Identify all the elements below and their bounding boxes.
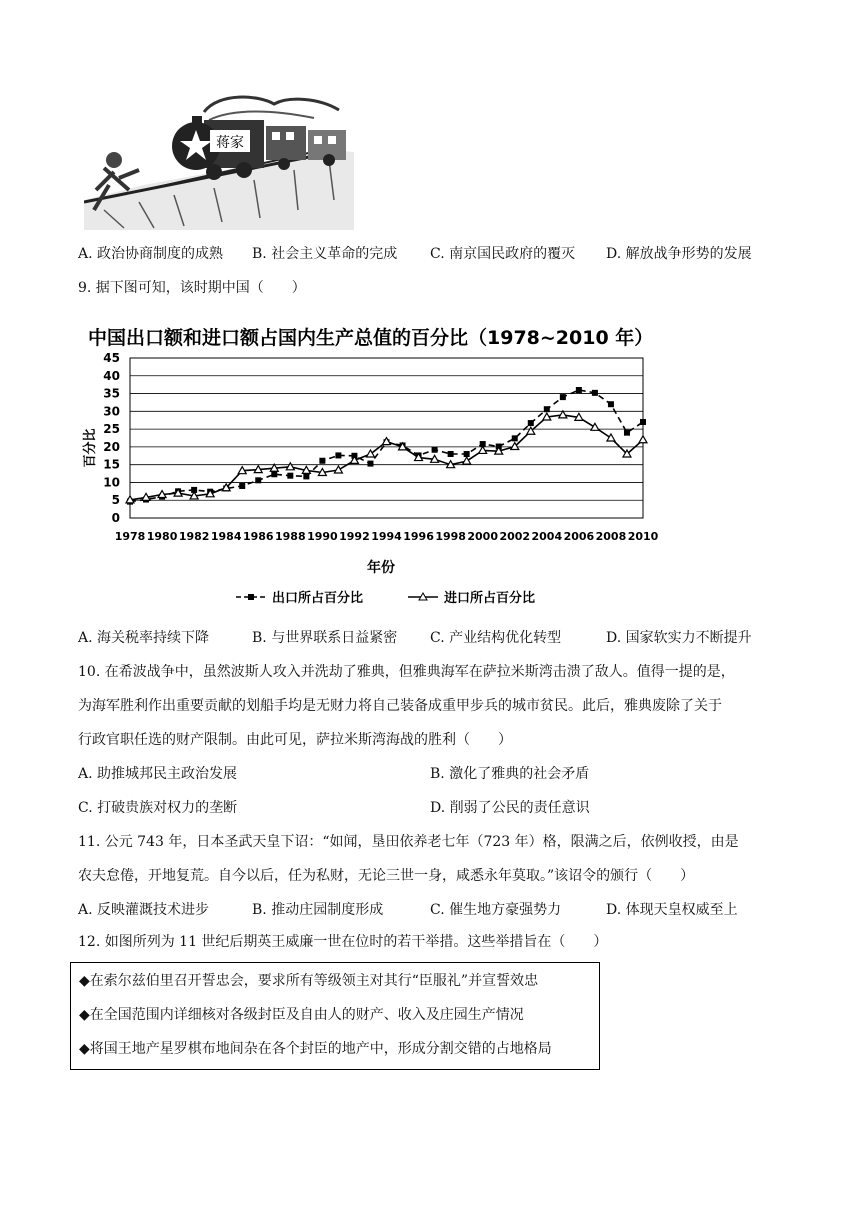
y-tick-label: 45 bbox=[103, 351, 120, 365]
data-point-export bbox=[287, 473, 293, 479]
q9-option-a[interactable]: A. 海关税率持续下降 bbox=[78, 630, 210, 646]
x-tick-label: 1994 bbox=[371, 530, 402, 543]
y-tick-label: 20 bbox=[103, 439, 120, 454]
data-point-export bbox=[255, 477, 261, 483]
q12-stem: 12. 如图所列为 11 世纪后期英王威廉一世在位时的若干举措。这些举措旨在（ ） bbox=[78, 934, 608, 950]
chart-y-ticks bbox=[103, 351, 120, 525]
y-tick-label: 0 bbox=[111, 511, 120, 525]
q11-option-d[interactable]: D. 体现天皇权威至上 bbox=[606, 902, 738, 918]
data-point-export bbox=[335, 452, 341, 458]
x-tick-label: 2004 bbox=[531, 530, 563, 543]
x-tick-label: 1988 bbox=[275, 530, 306, 543]
data-point-export bbox=[512, 435, 518, 441]
q10-option-c[interactable]: C. 打破贵族对权力的垄断 bbox=[78, 800, 238, 816]
legend-marker-square bbox=[248, 594, 254, 600]
legend-label-1: 出口所占百分比 bbox=[272, 591, 364, 606]
chart-series bbox=[126, 387, 647, 505]
data-point-import bbox=[607, 434, 615, 441]
q9-option-b[interactable]: B. 与世界联系日益紧密 bbox=[252, 630, 398, 646]
train-label: 蒋家 bbox=[216, 135, 244, 151]
x-tick-label: 2008 bbox=[595, 530, 627, 543]
y-tick-label: 25 bbox=[103, 422, 120, 437]
y-tick-label: 10 bbox=[103, 475, 120, 490]
q8-option-b[interactable]: B. 社会主义革命的完成 bbox=[252, 246, 398, 262]
x-tick-label: 2010 bbox=[627, 530, 659, 543]
data-point-import bbox=[334, 466, 342, 473]
q10-option-d[interactable]: D. 削弱了公民的责任意识 bbox=[430, 800, 590, 816]
x-tick-label: 1992 bbox=[339, 530, 370, 543]
data-point-export bbox=[239, 483, 245, 489]
x-tick-label: 1990 bbox=[307, 530, 338, 543]
data-point-export bbox=[319, 458, 325, 464]
data-point-export bbox=[640, 419, 646, 425]
x-tick-label: 1984 bbox=[210, 530, 242, 543]
q11-option-c[interactable]: C. 催生地方豪强势力 bbox=[430, 902, 562, 918]
q10-option-a[interactable]: A. 助推城邦民主政治发展 bbox=[78, 766, 238, 782]
data-point-import bbox=[463, 457, 471, 464]
q9-stem: 9. 据下图可知，该时期中国（ ） bbox=[78, 280, 306, 296]
q10-option-b[interactable]: B. 激化了雅典的社会矛盾 bbox=[430, 766, 590, 782]
q12-measure-3: ◆将国王地产星罗棋布地间杂在各个封臣的地产中，形成分割交错的占地格局 bbox=[79, 1041, 552, 1057]
series-line-2 bbox=[130, 415, 643, 500]
y-tick-label: 30 bbox=[103, 404, 120, 419]
data-point-export bbox=[448, 451, 454, 457]
x-tick-label: 1998 bbox=[435, 530, 466, 543]
y-tick-label: 35 bbox=[103, 386, 120, 401]
q11-option-a[interactable]: A. 反映灌溉技术进步 bbox=[78, 902, 210, 918]
q10-stem-line-2: 为海军胜利作出重要贡献的划船手均是无财力将自己装备成重甲步兵的城市贫民。此后，雅典废除了关于 bbox=[78, 698, 722, 714]
q12-measure-1: ◆在索尔兹伯里召开誓忠会，要求所有等级领主对其行“臣服礼”并宣誓效忠 bbox=[79, 973, 539, 989]
q9-option-d[interactable]: D. 国家软实力不断提升 bbox=[606, 630, 752, 646]
data-point-export bbox=[560, 394, 566, 400]
q9-option-c[interactable]: C. 产业结构优化转型 bbox=[430, 630, 562, 646]
q12-measure-2: ◆在全国范围内详细核对各级封臣及自由人的财产、收入及庄园生产情况 bbox=[79, 1007, 524, 1023]
chart-x-axis-label: 年份 bbox=[367, 560, 395, 576]
trade-percentage-chart bbox=[78, 318, 678, 614]
data-point-export bbox=[528, 420, 534, 426]
q8-option-c[interactable]: C. 南京国民政府的覆灭 bbox=[430, 246, 576, 262]
q11-option-b[interactable]: B. 推动庄园制度形成 bbox=[252, 902, 384, 918]
y-tick-label: 5 bbox=[111, 493, 120, 508]
train-cartoon-illustration bbox=[84, 90, 354, 230]
data-point-export bbox=[271, 471, 277, 477]
legend-label-2: 进口所占百分比 bbox=[444, 591, 536, 606]
data-point-export bbox=[608, 401, 614, 407]
q11-stem-line-1: 11. 公元 743 年，日本圣武天皇下诏：“如闻，垦田依养老七年（723 年）格，限满之后，依例收授，由是 bbox=[78, 834, 739, 850]
x-tick-label: 2000 bbox=[467, 530, 498, 543]
data-point-export bbox=[367, 461, 373, 467]
x-tick-label: 2002 bbox=[499, 530, 531, 543]
data-point-export bbox=[576, 387, 582, 393]
data-point-export bbox=[544, 406, 550, 412]
x-tick-label: 1986 bbox=[242, 530, 274, 543]
q8-option-a[interactable]: A. 政治协商制度的成熟 bbox=[78, 246, 224, 262]
q8-option-d[interactable]: D. 解放战争形势的发展 bbox=[606, 246, 752, 262]
data-point-import bbox=[591, 423, 599, 430]
chart-y-axis-label: 百分比 bbox=[83, 428, 98, 468]
series-line-1 bbox=[130, 390, 643, 502]
data-point-export bbox=[303, 473, 309, 479]
x-tick-label: 1980 bbox=[146, 530, 178, 543]
q10-stem-line-1: 10. 在希波战争中，虽然波斯人攻入并洗劫了雅典，但雅典海军在萨拉米斯湾击溃了敌人。值得一提的是， bbox=[78, 664, 735, 680]
data-point-import bbox=[639, 436, 647, 443]
data-point-export bbox=[592, 390, 598, 396]
data-point-import bbox=[559, 411, 567, 418]
x-tick-label: 2006 bbox=[563, 530, 595, 543]
q10-stem-line-3: 行政官职任选的财产限制。由此可见，萨拉米斯湾海战的胜利（ ） bbox=[78, 732, 512, 748]
chart-title: 中国出口额和进口额占国内生产总值的百分比（1978~2010 年） bbox=[88, 327, 654, 349]
x-tick-label: 1996 bbox=[403, 530, 434, 543]
data-point-export bbox=[624, 430, 630, 436]
y-tick-label: 15 bbox=[103, 457, 120, 472]
chart-legend bbox=[236, 590, 535, 606]
chart-x-ticks bbox=[115, 530, 659, 543]
q11-stem-line-2: 农夫怠倦，开地复荒。自今以后，任为私财，无论三世一身，咸悉永年莫取。”该诏令的颁行（ ） bbox=[78, 868, 695, 884]
x-tick-label: 1978 bbox=[114, 530, 146, 543]
data-point-export bbox=[432, 447, 438, 453]
y-tick-label: 40 bbox=[103, 368, 120, 383]
q12-measures-box bbox=[70, 962, 600, 1070]
x-tick-label: 1982 bbox=[178, 530, 210, 543]
